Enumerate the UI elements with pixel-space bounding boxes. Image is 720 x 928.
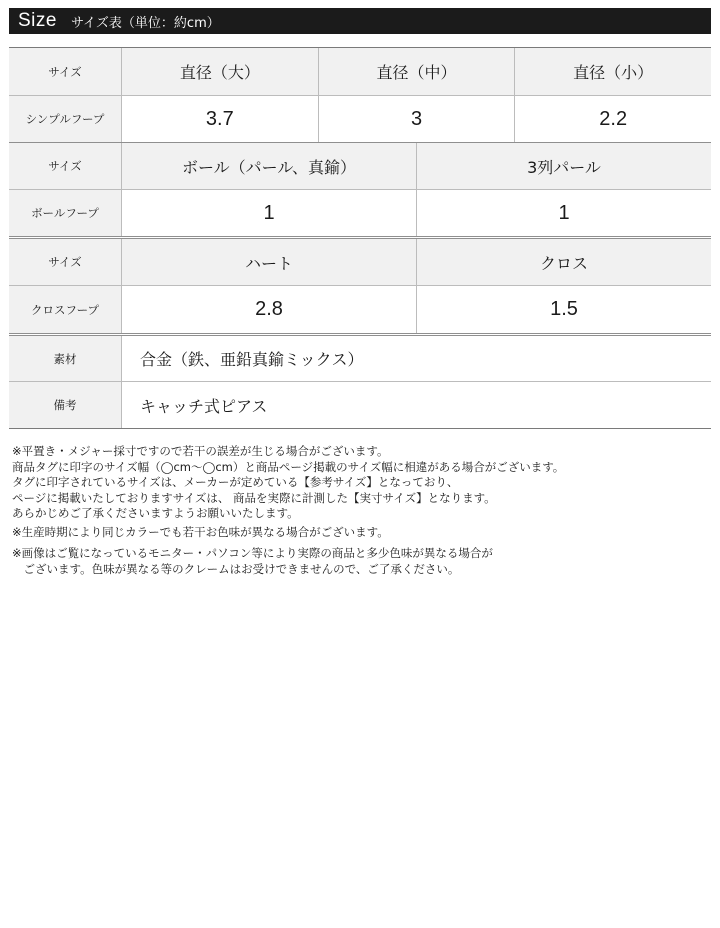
table-row [9,190,711,236]
ball-hoop-table [9,143,711,239]
note-line: ※生産時期により同じカラーでも若干お色味が異なる場合がございます。 [12,524,389,539]
material-label: 素材 [9,336,122,381]
simple-hoop-table [9,47,711,145]
table-header-row [9,239,711,286]
value-small: 2.2 [599,107,628,130]
note-line: ※平置き・メジャー採寸ですので若干の誤差が生じる場合がございます。 [12,444,389,458]
row-label: シンプルフープ [9,96,122,142]
remarks-label: 備考 [9,382,122,428]
col-small: 直径（小） [573,63,654,82]
size-label: サイズ [9,239,122,285]
col-medium: 直径（中） [319,48,516,95]
material-row [9,336,711,382]
note-line: ※画像はご覧になっているモニター・パソコン等により実際の商品と多少色味が異なる場合が [12,546,493,560]
value-pearl: 1 [558,201,570,224]
col-heart: ハート [122,239,417,285]
size-header-bar [9,8,711,34]
size-label: サイズ [9,48,122,95]
table-header-row [9,48,711,96]
table-row [9,96,711,142]
table-header-row [9,143,711,190]
row-label: ボールフープ [9,190,122,236]
notes-section [12,444,712,577]
note-line: ございます。色味が異なる等のクレームはお受けできませんので、ご了承ください。 [12,561,460,576]
col-pearl: 3列パール [527,157,601,177]
col-ball: ボール（パール、真鍮） [122,143,417,189]
value-large: 3.7 [122,96,319,142]
value-cross: 1.5 [550,298,578,320]
value-heart: 2.8 [122,286,417,333]
remarks-value: キャッチ式ピアス [140,396,268,416]
table-row [9,286,711,333]
material-value: 合金（鉄、亜鉛真鍮ミックス） [140,350,364,369]
note-line: 商品タグに印字のサイズ幅（◯cm〜◯cm）と商品ページ掲載のサイズ幅に相違がある場合がございます。 [12,459,565,474]
remarks-row [9,382,711,428]
col-large: 直径（大） [122,48,319,95]
col-cross: クロス [539,253,588,273]
size-label: サイズ [9,143,122,189]
note-line: タグに印字されているサイズは、メーカーが定めている【参考サイズ】となっており、 [12,475,459,489]
note-line: ページに掲載いたしておりますサイズは、 商品を実際に計測した【実寸サイズ】となります。 [12,490,496,505]
row-label: クロスフープ [9,286,122,333]
note-line: あらかじめご了承くださいますようお願いいたします。 [12,506,299,520]
value-medium: 3 [319,96,516,142]
value-ball: 1 [122,190,417,236]
info-table [9,336,711,429]
cross-hoop-table [9,239,711,336]
size-title: Size [18,10,57,31]
size-table-subtitle: サイズ表（単位：約cm） [70,15,220,31]
